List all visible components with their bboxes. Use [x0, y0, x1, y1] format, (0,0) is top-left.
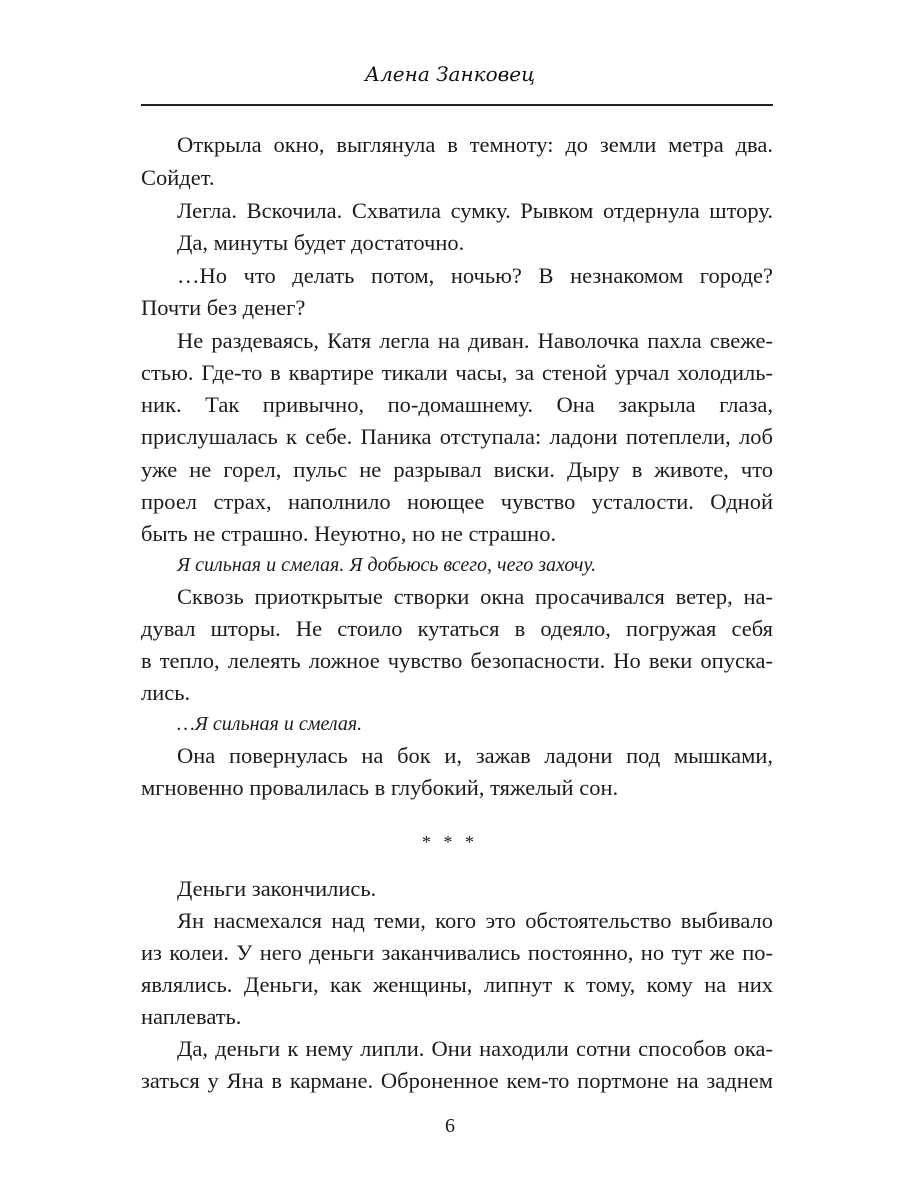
text-line: в тепло, лелеять ложное чувство безопасности. Но веки опуска-: [141, 648, 773, 673]
text-line: Легла. Вскочила. Схватила сумку. Рывком отдернула штору.: [177, 198, 773, 223]
text-line: лись.: [141, 680, 191, 705]
text-line: …Но что делать потом, ночью? В незнакомом городе?: [177, 263, 773, 288]
text-line: Деньги закончились.: [177, 876, 377, 901]
text-line: проел страх, наполнило ноющее чувство усталости. Одной: [141, 489, 773, 514]
text-line: Она повернулась на бок и, зажав ладони под мышками,: [177, 743, 773, 768]
text-line: наплевать.: [141, 1004, 242, 1029]
text-line: ник. Так привычно, по-домашнему. Она закрыла глаза,: [141, 392, 773, 417]
text-line: Открыла окно, выглянула в темноту: до земли метра два.: [177, 132, 773, 157]
text-line: являлись. Деньги, как женщины, липнут к тому, кому на них: [141, 972, 773, 997]
italic-line: Я сильная и смелая. Я добьюсь всего, чего захочу.: [177, 554, 597, 576]
text-line: из колеи. У него деньги заканчивались постоянно, но тут же по-: [141, 940, 773, 965]
running-header: Алена Занковец: [364, 62, 536, 86]
text-line: прислушалась к себе. Паника отступала: ладони потеплели, лоб: [141, 424, 773, 449]
text-line: быть не страшно. Неуютно, но не страшно.: [141, 521, 557, 546]
section-break: * * *: [422, 832, 478, 852]
text-line: уже не горел, пульс не разрывал виски. Дыру в животе, что: [141, 457, 773, 482]
text-line: заться у Яна в кармане. Оброненное кем-то портмоне на заднем: [141, 1068, 773, 1093]
text-line: Ян насмехался над теми, кого это обстоятельство выбивало: [177, 908, 773, 933]
header-rule: [141, 104, 773, 106]
italic-line: …Я сильная и смелая.: [177, 713, 363, 735]
text-line: дувал шторы. Не стоило кутаться в одеяло, погружая себя: [141, 616, 773, 641]
text-line: Сквозь приоткрытые створки окна просачивался ветер, на-: [177, 584, 773, 609]
text-line: мгновенно провалилась в глубокий, тяжелый сон.: [141, 775, 619, 800]
text-line: Не раздеваясь, Катя легла на диван. Наволочка пахла свеже-: [177, 328, 773, 353]
text-line: Сойдет.: [141, 165, 215, 190]
text-line: Да, деньги к нему липли. Они находили сотни способов ока-: [177, 1036, 773, 1061]
text-line: Почти без денег?: [141, 295, 306, 320]
text-line: Да, минуты будет достаточно.: [177, 230, 465, 255]
page-number: 6: [445, 1115, 455, 1137]
text-line: стью. Где-то в квартире тикали часы, за стеной урчал холодиль-: [141, 360, 773, 385]
